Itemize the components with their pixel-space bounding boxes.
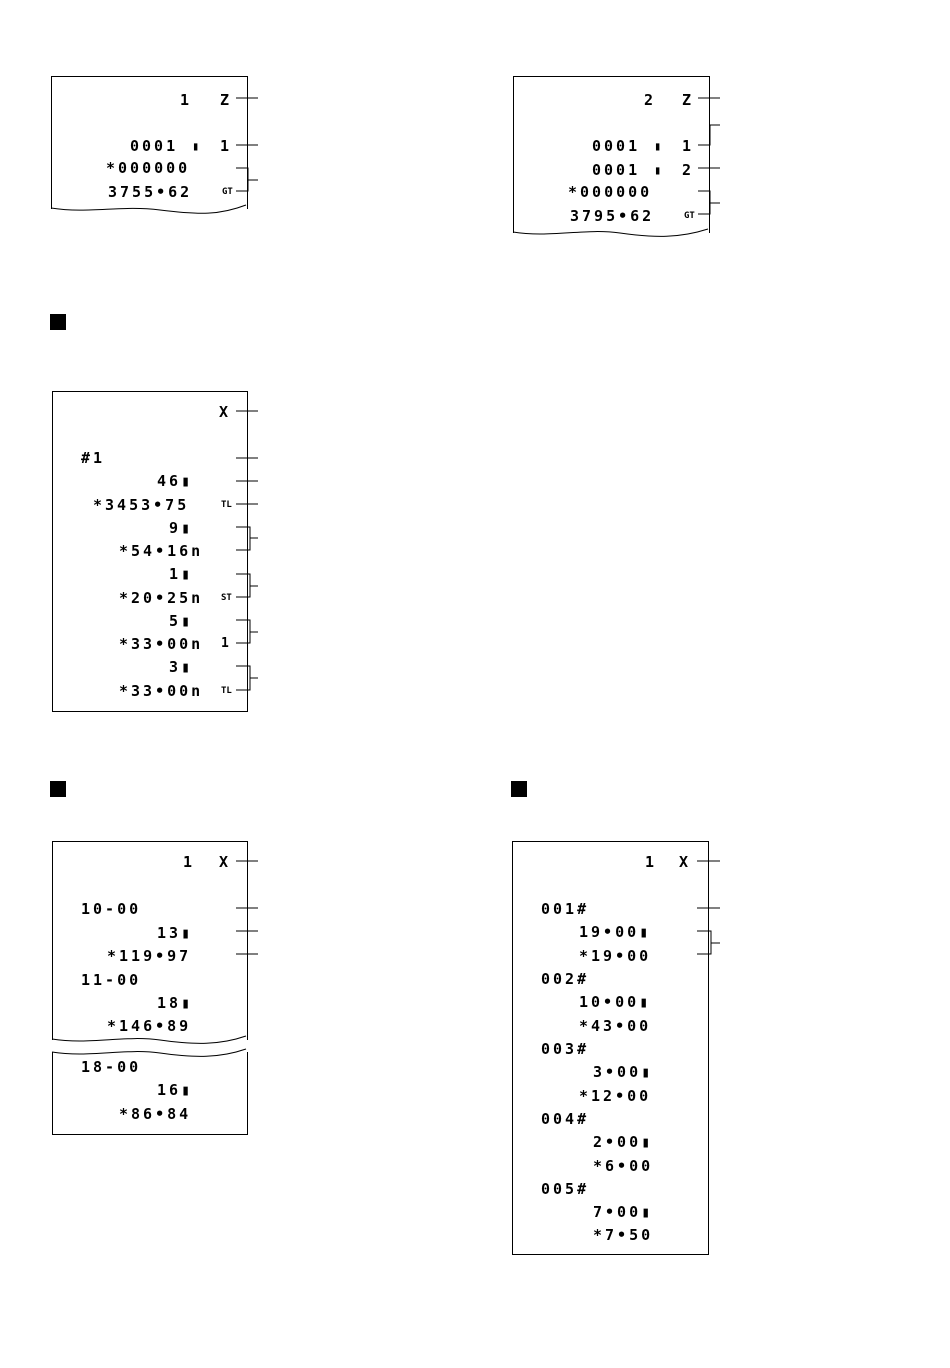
z1-gt-mark: GT (222, 187, 233, 197)
clerk-row-mark: TL (221, 500, 232, 510)
clerk-row: 5▮ (169, 612, 194, 630)
range-row: *19•00 (579, 947, 652, 965)
z1-count: 0001 (130, 137, 179, 155)
hourly-row: 13▮ (157, 924, 194, 942)
clerk-row: *33•00n (119, 635, 204, 653)
torn-edge-hourly-bottom (52, 1049, 246, 1056)
range-row: *12•00 (579, 1087, 652, 1105)
clerk-row: 1▮ (169, 565, 194, 583)
z1-total-reset: *000000 (106, 159, 191, 177)
clerk-row: 46▮ (157, 472, 194, 490)
hourly-row: *86•84 (119, 1105, 192, 1123)
range-row: 002# (541, 970, 590, 988)
range-row: *6•00 (593, 1157, 654, 1175)
torn-edge-hourly-top (52, 1036, 246, 1043)
clerk-row: 3▮ (169, 658, 194, 676)
hourly-row: 18▮ (157, 994, 194, 1012)
torn-edge-z1 (51, 205, 246, 213)
hourly-row: 10-00 (81, 900, 142, 918)
z1-count-label: 1 (220, 137, 233, 155)
hourly-row: 11-00 (81, 971, 142, 989)
clerk-row: *3453•75 (93, 496, 190, 514)
z1-grand-total: 3755•62 (108, 183, 193, 201)
range-counter: 1 (645, 853, 658, 871)
hourly-mode: X (219, 853, 232, 871)
clerk-row: *20•25n (119, 589, 204, 607)
hourly-row: *119•97 (107, 947, 192, 965)
range-row: 001# (541, 900, 590, 918)
hourly-row: 18-00 (81, 1058, 142, 1076)
z2-mode: Z (682, 91, 695, 109)
range-row: 19•00▮ (579, 923, 652, 941)
range-row: *43•00 (579, 1017, 652, 1035)
clerk-row-mark: ST (221, 593, 232, 603)
z1-counter: 1 (180, 91, 193, 109)
z2-total-reset: *000000 (568, 183, 653, 201)
z2-gt-mark: GT (684, 211, 695, 221)
range-row: 003# (541, 1040, 590, 1058)
range-row: 10•00▮ (579, 993, 652, 1011)
torn-edge-z2 (513, 229, 708, 236)
range-row: 7•00▮ (593, 1203, 654, 1221)
z1-mode: Z (220, 91, 233, 109)
z1-count-mark: ▮ (192, 139, 200, 153)
range-row: 005# (541, 1180, 590, 1198)
range-row: 2•00▮ (593, 1133, 654, 1151)
z2-grand-total: 3795•62 (570, 207, 655, 225)
range-mode: X (679, 853, 692, 871)
range-row: 004# (541, 1110, 590, 1128)
clerk-row: 9▮ (169, 519, 194, 537)
clerk-mode: X (219, 403, 232, 421)
clerk-number: #1 (81, 449, 106, 467)
z2-count2-mark: ▮ (654, 163, 662, 177)
clerk-row-mark: 1 (221, 636, 232, 651)
hourly-row: 16▮ (157, 1081, 194, 1099)
clerk-row-mark: TL (221, 686, 232, 696)
z2-count1: 0001 (592, 137, 641, 155)
z2-counter: 2 (644, 91, 657, 109)
z2-count1-label: 1 (682, 137, 695, 155)
hourly-counter: 1 (183, 853, 196, 871)
z2-count2: 0001 (592, 161, 641, 179)
range-row: 3•00▮ (593, 1063, 654, 1081)
z2-count1-mark: ▮ (654, 139, 662, 153)
hourly-row: *146•89 (107, 1017, 192, 1035)
clerk-row: *54•16n (119, 542, 204, 560)
range-row: *7•50 (593, 1226, 654, 1244)
clerk-row: *33•00n (119, 682, 204, 700)
z2-count2-label: 2 (682, 161, 695, 179)
